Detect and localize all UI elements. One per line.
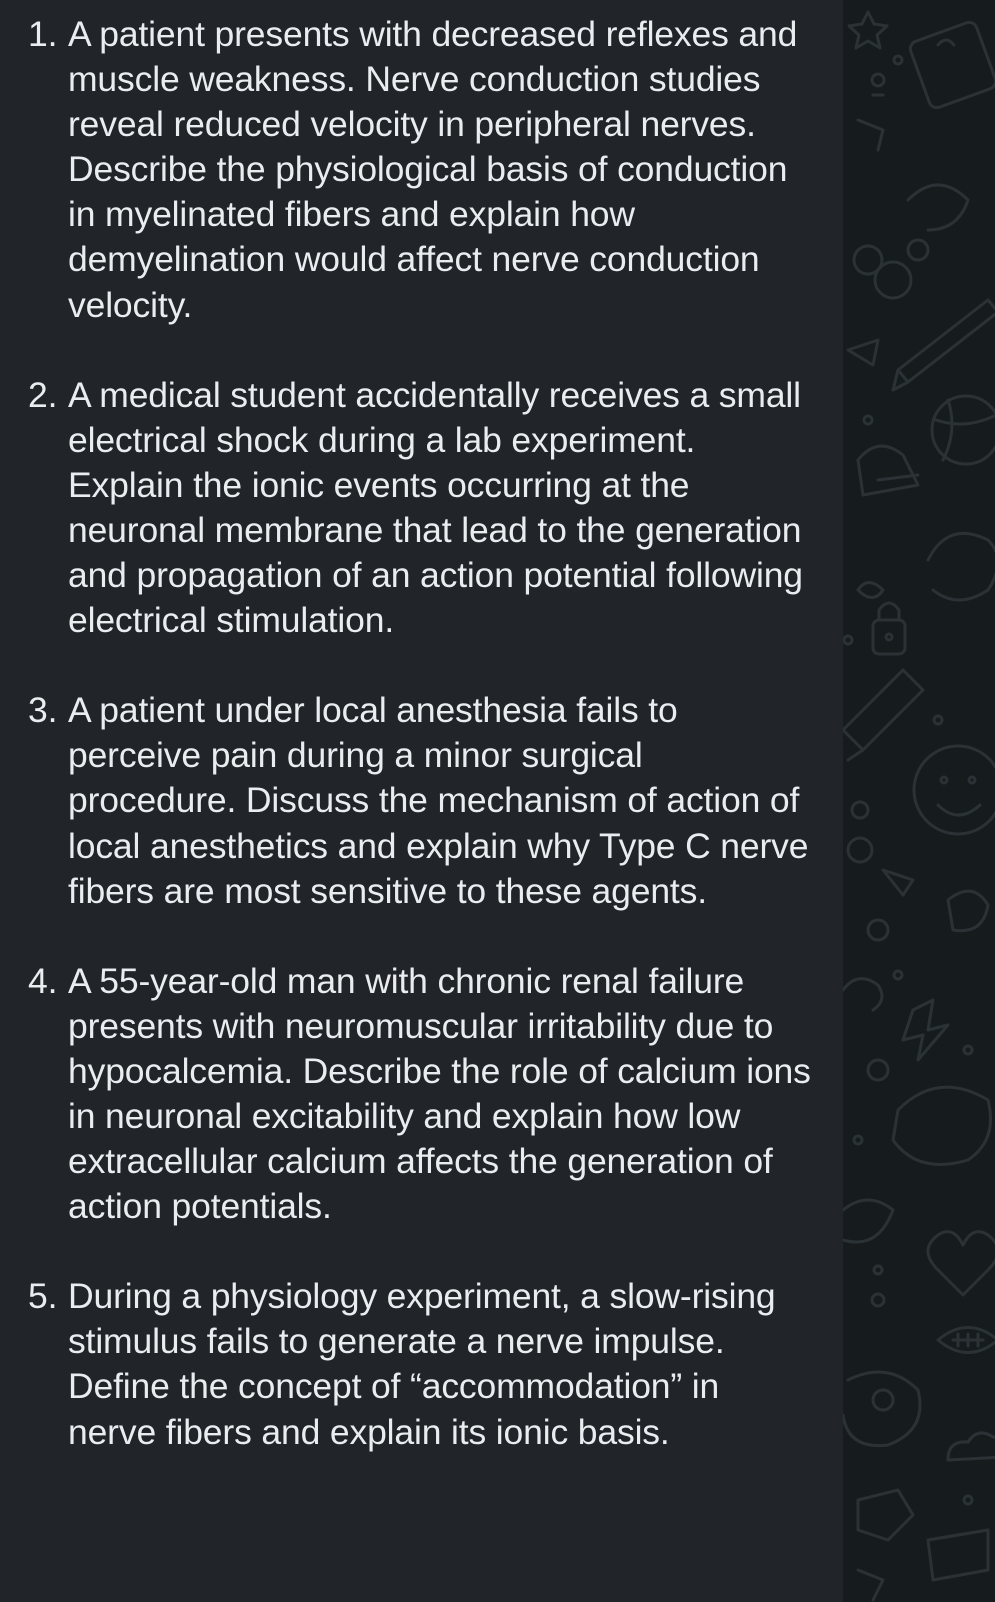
question-list [0, 12, 843, 1500]
question-number: 1. [28, 14, 58, 54]
question-number: 4. [28, 960, 58, 1001]
question-item [0, 688, 843, 913]
ball-doodle-icon [932, 396, 995, 464]
question-text: A patient presents with decreased reflexes and muscle weakness. Nerve conduction studies reveal reduced velocity in peripheral nerves. Describe the physiological basis of conduction in myelinated fibers and explain how demyelination would affect nerve conduction velocity. [68, 14, 798, 325]
football-doodle-icon [938, 1328, 995, 1353]
heart-doodle-icon [928, 1232, 995, 1295]
question-text: A medical student accidentally receives a small electrical shock during a lab experiment. Explain the ionic events occurring at the neuronal membrane that lead to the generation and propagation of an action potential following electrical stimulation. [68, 374, 803, 641]
question-text: A 55-year-old man with chronic renal failure presents with neuromuscular irritability due to hypocalcemia. Describe the role of calcium ions in neuronal excitability and explain how low extracellular calcium affects the generation of action potentials. [68, 960, 811, 1227]
cloud-doodle-icon [948, 1433, 995, 1460]
question-number: 3. [28, 690, 58, 731]
question-item [0, 373, 843, 644]
chat-wallpaper [838, 0, 995, 1602]
lightning-doodle-icon [903, 1000, 948, 1060]
pencil-doodle-icon [893, 300, 995, 390]
question-item [0, 1274, 843, 1454]
puzzle-doodle-icon [908, 20, 995, 110]
question-number: 2. [28, 374, 58, 415]
question-text: During a physiology experiment, a slow-rising stimulus fails to generate a nerve impulse. Define the concept of “accommodation” in nerve fibers and explain its ionic basis. [68, 1276, 776, 1452]
question-item [0, 12, 843, 328]
lock-doodle-icon [873, 603, 905, 654]
question-item [0, 959, 843, 1230]
question-number: 5. [28, 1276, 58, 1317]
smiley-doodle-icon [914, 746, 995, 834]
question-text: A patient under local anesthesia fails to perceive pain during a minor surgical procedure. Discuss the mechanism of action of local anesthetics and explain why Type C nerve fibers are most sensitive to these agents. [68, 690, 809, 911]
star-doodle-icon [849, 12, 887, 48]
